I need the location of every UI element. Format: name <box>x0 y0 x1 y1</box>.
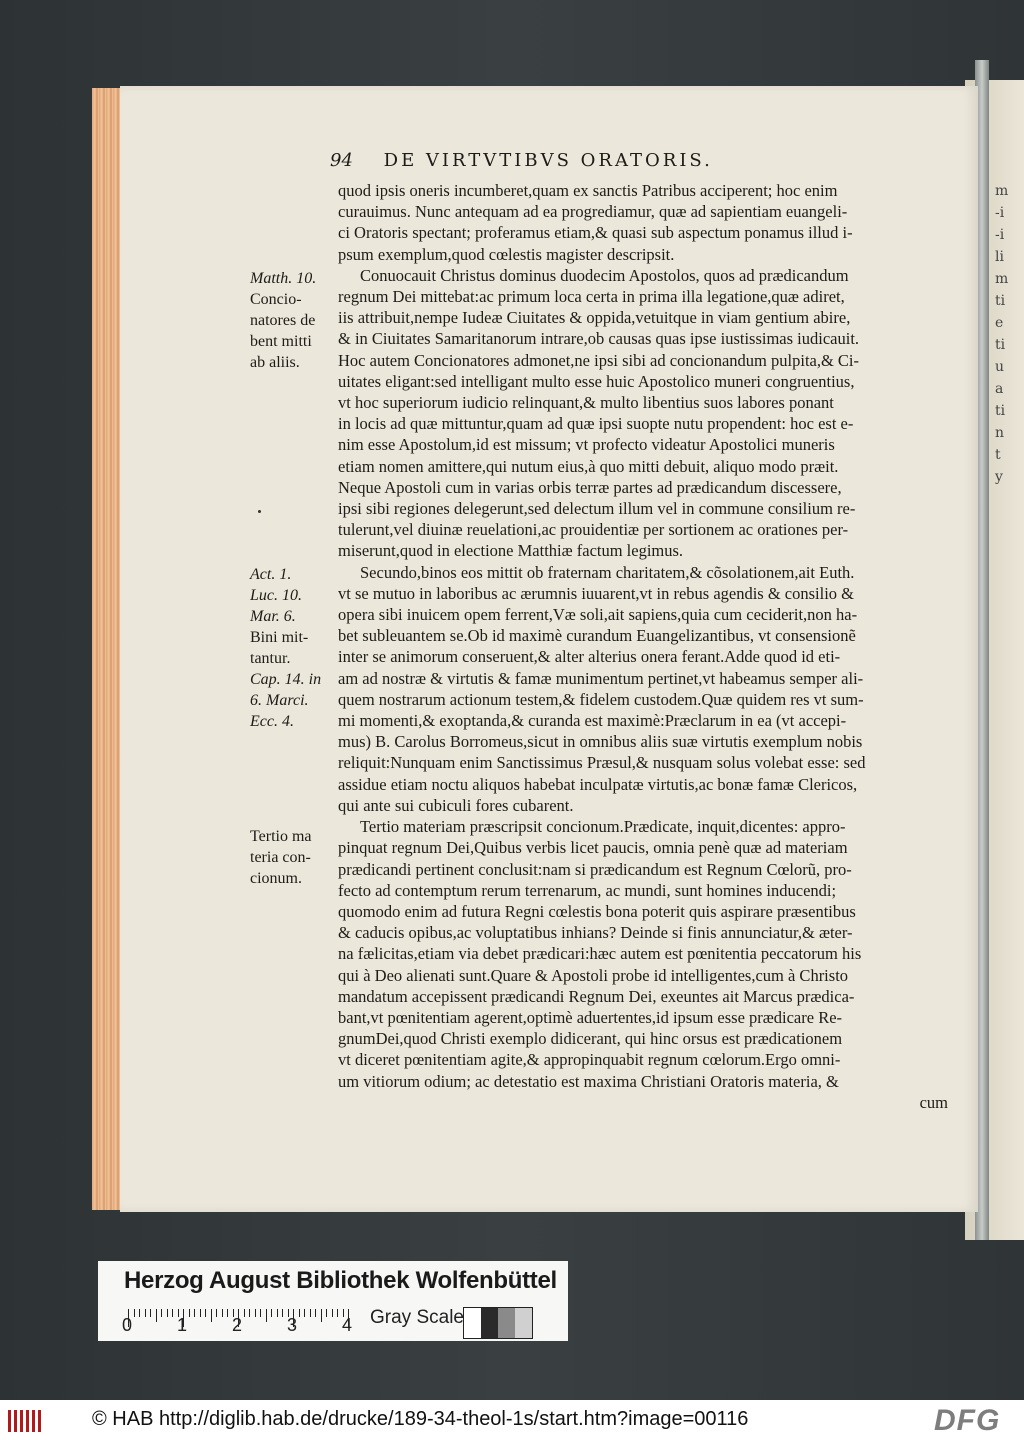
text-line: & caducis opibus,ac voluptatibus inhians? Deinde si finis annunciatur,& æter- <box>338 923 853 943</box>
text-line: Neque Apostoli cum in varias orbis terræ partes ad prædicandum discessere, <box>338 477 842 497</box>
text-line: qui ante sui cubiculi fores cubarent. <box>338 795 574 815</box>
ruler-tick <box>156 1309 157 1322</box>
catchword: cum <box>919 1092 948 1112</box>
margin-note-line: tantur. <box>250 650 291 667</box>
text-line: regnum Dei mittebat:ac primum loca certa in prima illa legatione,quæ adiret, <box>338 287 845 307</box>
ruler-scale <box>128 1309 358 1327</box>
margin-note-line: Luc. 10. <box>250 587 302 604</box>
margin-note-line: Act. 1. <box>250 566 292 583</box>
facing-page-fragment: n <box>995 425 1005 441</box>
library-name: Herzog August Bibliothek Wolfenbüttel <box>124 1267 557 1294</box>
ruler-number: 4 <box>342 1315 353 1335</box>
page-edges <box>92 88 122 1210</box>
text-line: Tertio materiam præscripsit concionum.Prædicate, inquit,dicentes: appro- <box>360 817 846 837</box>
text-line: nim esse Apostolum,id est missum; vt profecto videatur Apostolici muneris <box>338 435 835 455</box>
ruler-tick <box>271 1309 272 1317</box>
ruler-tick <box>227 1309 228 1317</box>
text-line: Secundo,binos eos mittit ob fraternam charitatem,& cõsolationem,ait Euth. <box>360 562 855 582</box>
text-line: am ad nostræ & virtutis & famæ munimentum pertinet,vt habeamus semper ali- <box>338 668 864 688</box>
gray-scale-label: Gray Scale <box>370 1307 464 1328</box>
margin-note-line: Cap. 14. in <box>250 671 322 688</box>
margin-note-line: ab aliis. <box>250 354 300 371</box>
facing-page-fragment: u <box>995 359 1005 375</box>
text-line: bet subleuantem se.Ob id maximè curandum Euangelizantibus, vt consensionẽ <box>338 626 856 646</box>
ruler-tick <box>205 1309 206 1317</box>
margin-note-line: Concio- <box>250 291 302 308</box>
text-line: gnumDei,quod Christi exemplo didicerant, qui hinc orsus est prædicationem <box>338 1029 843 1049</box>
gray-swatch <box>464 1308 481 1338</box>
text-line: iis attribuit,nempe Iudeæ Ciuitates & oppida,vetuitque in viam gentium abire, <box>338 308 851 328</box>
ruler-tick <box>200 1309 201 1317</box>
hab-logo-icon <box>6 1406 46 1434</box>
facing-page-fragment: -i <box>995 205 1005 221</box>
text-line: uitates eligant:sed intelligant multo esse huic Apostolico muneri congruentius, <box>338 371 855 391</box>
text-line: Conuocauit Christus dominus duodecim Apostolos, quos ad prædicandum <box>360 265 849 285</box>
text-line: mus) B. Carolus Borromeus,sicut in omnibus aliis suæ virtutis exemplum nobis <box>338 732 863 752</box>
ruler-tick <box>310 1309 311 1317</box>
text-line: vt diceret pœnitentiam agite,& appropinquabit regnum cœlorum.Ergo omni- <box>338 1050 841 1070</box>
dfg-logo: DFG <box>934 1404 1001 1437</box>
text-line: um vitiorum odium; ac detestatio est maxima Christiani Oratoris materia, & <box>338 1071 839 1091</box>
facing-page-fragment: ti <box>995 337 1006 353</box>
margin-note-line: natores de <box>250 312 316 329</box>
copyright-url[interactable]: © HAB http://diglib.hab.de/drucke/189-34-theol-1s/start.htm?image=00116 <box>92 1408 749 1430</box>
text-line: mandatum accepissent prædicandi Regnum Dei, exeuntes ait Marcus prædica- <box>338 986 855 1006</box>
text-line: pinquat regnum Dei,Quibus verbis licet paucis, omnia penè quæ ad materiam <box>338 838 848 858</box>
text-line: quomodo enim ad futura Regni cœlestis bona poterit quis aspirare præsentibus <box>338 901 856 921</box>
running-head <box>330 150 890 171</box>
ruler-number: 0 <box>122 1315 133 1335</box>
ink-dot <box>258 510 261 513</box>
text-line: prædicandi pertinent conclusit:nam si prædicandum est Regnum Cœlorũ, pro- <box>338 859 852 879</box>
ruler-tick <box>172 1309 173 1317</box>
ruler-tick <box>167 1309 168 1317</box>
text-line: curauimus. Nunc antequam ad ea progrediamur, quæ ad sapientiam euangeli- <box>338 202 848 222</box>
ruler-tick <box>216 1309 217 1317</box>
ruler-tick <box>304 1309 305 1317</box>
text-line: ipsi sibi regiones delegerunt,sed delectum illum vel in commune consilium re- <box>338 499 856 519</box>
page-number: 94 <box>330 150 353 171</box>
text-line: miserunt,quod in electione Matthiæ factum legimus. <box>338 541 684 561</box>
ruler-tick <box>299 1309 300 1317</box>
text-line: inter se animorum conseruent,& alter alterius onera ferant.Adde quod id eti- <box>338 647 841 667</box>
text-line: fecto ad contemptum rerum terrenarum, ac mundi, sunt homines inducendi; <box>338 880 837 900</box>
facing-page-fragment: a <box>995 381 1004 397</box>
gray-swatch <box>481 1308 498 1338</box>
margin-note-line: Ecc. 4. <box>250 713 294 730</box>
margin-note-tertio <box>250 826 336 889</box>
gray-swatch <box>515 1308 532 1338</box>
ruler-tick <box>211 1309 212 1322</box>
text-line: reliquit:Nunquam enim Sanctissimus Præsul,& nusquam solus volebat esse: sed <box>338 753 866 773</box>
ruler-tick <box>244 1309 245 1317</box>
ruler-tick <box>266 1309 267 1322</box>
ruler-number: 3 <box>287 1315 298 1335</box>
ruler-tick <box>277 1309 278 1317</box>
ruler-tick <box>332 1309 333 1317</box>
ruler-number: 1 <box>177 1315 188 1335</box>
gray-swatch <box>498 1308 515 1338</box>
margin-note-line: 6. Marci. <box>250 692 309 709</box>
margin-note-line: Matth. 10. <box>250 270 317 287</box>
text-line: opera sibi inuicem opem ferrent,Væ soli,ait sapiens,quia cum ceciderit,non ha- <box>338 605 858 625</box>
text-line: assidue etiam noctu aliquos habebat inculpatæ virtutis,ac bonæ famæ Clericos, <box>338 774 858 794</box>
ruler-tick <box>326 1309 327 1317</box>
ruler-tick <box>315 1309 316 1317</box>
text-line: & in Ciuitates Samaritanorum intrare,ob causas quas ipse iustissimas iudicauit. <box>338 329 860 349</box>
text-line: psum exemplum,quod cœlestis magister descripsit. <box>338 244 675 264</box>
text-line: qui à Deo alienati sunt.Quare & Apostoli probe id intelligentes,cum à Christo <box>338 965 849 985</box>
footer-bar <box>0 1400 1024 1440</box>
ruler-tick <box>194 1309 195 1317</box>
margin-note-line: Mar. 6. <box>250 608 296 625</box>
text-line: vt hoc superiorum iudicio relinquant,& multo libentius suos labores ponant <box>338 393 834 413</box>
running-title: DE VIRTVTIBVS ORATORIS. <box>383 150 713 171</box>
margin-note-line: Tertio ma <box>250 828 312 845</box>
ruler-tick <box>150 1309 151 1317</box>
ruler-tick <box>189 1309 190 1317</box>
facing-page-fragment: t <box>995 447 1001 463</box>
margin-note-line: cionum. <box>250 870 302 887</box>
facing-page-fragment: -i <box>995 227 1005 243</box>
ruler-tick <box>260 1309 261 1317</box>
text-line: mi momenti,& exoptanda,& curanda est maximè:Præclarum in ea (vt accepi- <box>338 711 847 731</box>
text-line: etiam nomen amittere,qui nutum eius,à quo mitti debuit, aliquo modo præit. <box>338 456 839 476</box>
facing-page-fragment: y <box>995 469 1003 485</box>
facing-page-fragment: m <box>995 183 1009 199</box>
ruler-tick <box>139 1309 140 1317</box>
color-reference-card <box>98 1261 568 1341</box>
text-line: na fælicitas,etiam via debet prædicari:hæc autem est pœnitentia peccatorum his <box>338 944 862 964</box>
text-line: tulerunt,vel diuinæ reuelationi,ac prouidentiæ per sortionem ac orationes per- <box>338 520 849 540</box>
margin-note-act <box>250 564 336 732</box>
text-line: bant,vt pœnitentiam agerent,optimè aduertentes,id ipsum esse prædicare Re- <box>338 1007 843 1027</box>
ruler-tick <box>134 1309 135 1317</box>
margin-note-matth <box>250 268 336 373</box>
facing-page-fragment: m <box>995 271 1009 287</box>
ruler-tick <box>321 1309 322 1322</box>
facing-page-fragments <box>995 180 1020 488</box>
ruler-tick <box>249 1309 250 1317</box>
ruler-tick <box>255 1309 256 1317</box>
text-line: vt se mutuo in laboribus ac ærumnis iuuarent,vt in rebus agendis & consilio & <box>338 583 855 603</box>
facing-page-fragment: ti <box>995 403 1006 419</box>
margin-note-line: Bini mit- <box>250 629 309 646</box>
ruler-tick <box>161 1309 162 1317</box>
facing-page-fragment: e <box>995 315 1004 331</box>
main-text-block <box>338 180 948 1113</box>
facing-page-fragment: li <box>995 249 1004 265</box>
text-line: Hoc autem Concionatores admonet,ne ipsi sibi ad concionandum pulpita,& Ci- <box>338 350 860 370</box>
ruler-tick <box>145 1309 146 1317</box>
margin-note-line: bent mitti <box>250 333 312 350</box>
facing-page-fragment: ti <box>995 293 1006 309</box>
text-line: quod ipsis oneris incumberet,quam ex sanctis Patribus acciperent; hoc enim <box>338 181 838 200</box>
text-line: in locis ad quæ mittuntur,quam ad quæ ipsi suopte nutu propendent: hoc est e- <box>338 414 854 434</box>
ruler-number: 2 <box>232 1315 243 1335</box>
text-line: quem nostrarum actionum testem,& fidelem custodem.Quæ quidem res vt sum- <box>338 689 864 709</box>
ruler-tick <box>222 1309 223 1317</box>
ruler-tick <box>337 1309 338 1317</box>
text-line: ci Oratoris spectant; proferamus etiam,& quasi sub aspectum ponamus illud i- <box>338 223 853 243</box>
margin-note-line: teria con- <box>250 849 311 866</box>
ruler-tick <box>282 1309 283 1317</box>
gray-scale-swatches <box>463 1307 533 1339</box>
